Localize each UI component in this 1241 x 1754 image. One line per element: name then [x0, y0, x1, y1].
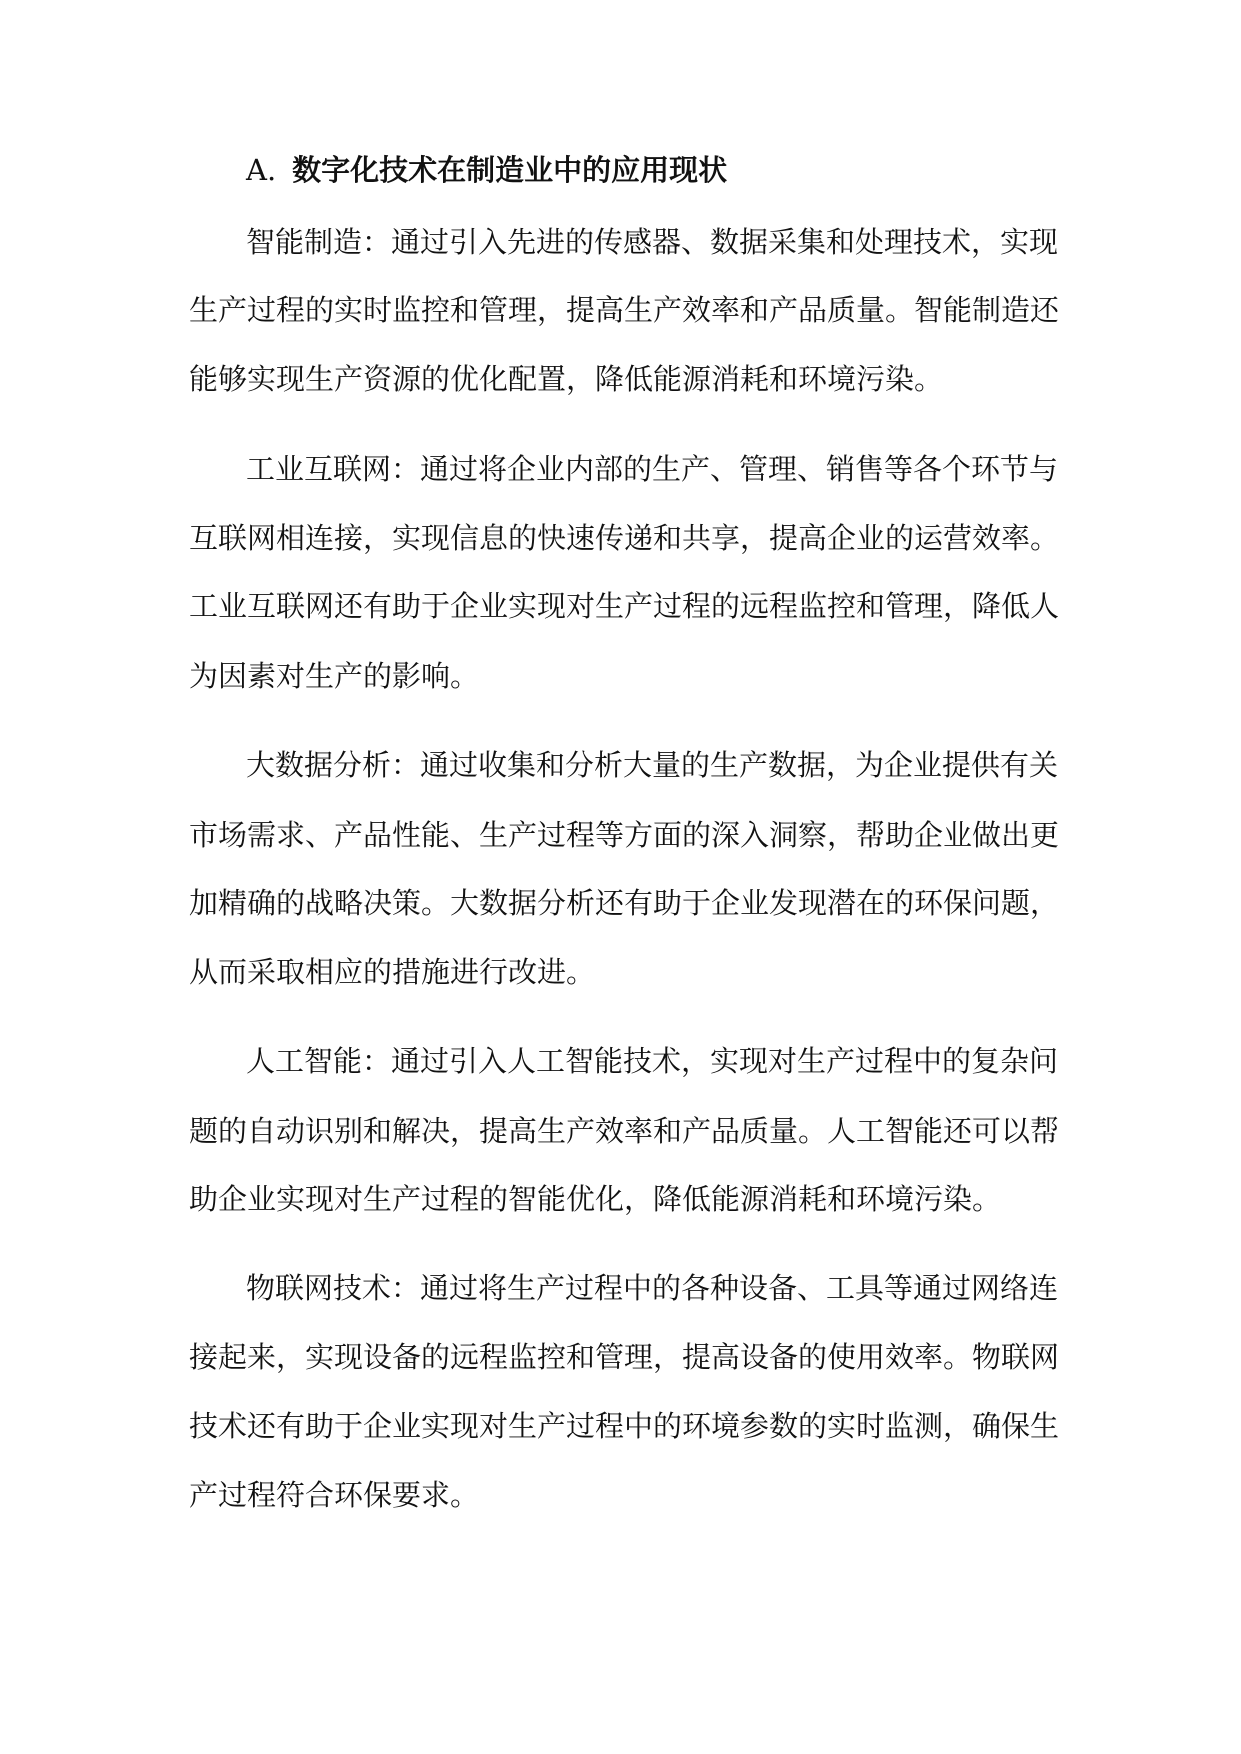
paragraph-line: 生产过程的实时监控和管理，提高生产效率和产品质量。智能制造还	[189, 293, 1060, 327]
paragraph-line: 能够实现生产资源的优化配置，降低能源消耗和环境污染。	[189, 362, 944, 396]
paragraph-line: 智能制造：通过引入先进的传感器、数据采集和处理技术，实现	[246, 225, 1059, 259]
paragraph-line: 产过程符合环保要求。	[189, 1478, 480, 1512]
paragraph-line: 物联网技术：通过将生产过程中的各种设备、工具等通过网络连	[246, 1271, 1059, 1305]
section-heading	[246, 150, 727, 190]
section-title: 数字化技术在制造业中的应用现状	[292, 153, 728, 187]
paragraph-line: 从而采取相应的措施进行改进。	[189, 955, 596, 989]
paragraph-line: 为因素对生产的影响。	[189, 659, 480, 693]
paragraph-line: 市场需求、产品性能、生产过程等方面的深入洞察，帮助企业做出更	[189, 818, 1060, 852]
paragraph-line: 加精确的战略决策。大数据分析还有助于企业发现潜在的环保问题，	[189, 886, 1060, 920]
paragraph-line: 互联网相连接，实现信息的快速传递和共享，提高企业的运营效率。	[189, 521, 1060, 555]
paragraph-line: 题的自动识别和解决，提高生产效率和产品质量。人工智能还可以帮	[189, 1114, 1060, 1148]
paragraph-line: 人工智能：通过引入人工智能技术，实现对生产过程中的复杂问	[246, 1044, 1059, 1078]
paragraph-line: 工业互联网还有助于企业实现对生产过程的远程监控和管理，降低人	[189, 589, 1060, 623]
paragraph-line: 技术还有助于企业实现对生产过程中的环境参数的实时监测，确保生	[189, 1409, 1060, 1443]
paragraph-line: 接起来，实现设备的远程监控和管理，提高设备的使用效率。物联网	[189, 1340, 1060, 1374]
paragraph-line: 助企业实现对生产过程的智能优化，降低能源消耗和环境污染。	[189, 1182, 1002, 1216]
paragraph-line: 工业互联网：通过将企业内部的生产、管理、销售等各个环节与	[246, 452, 1059, 486]
paragraph-line: 大数据分析：通过收集和分析大量的生产数据，为企业提供有关	[246, 748, 1059, 782]
section-label: A.	[246, 153, 277, 187]
